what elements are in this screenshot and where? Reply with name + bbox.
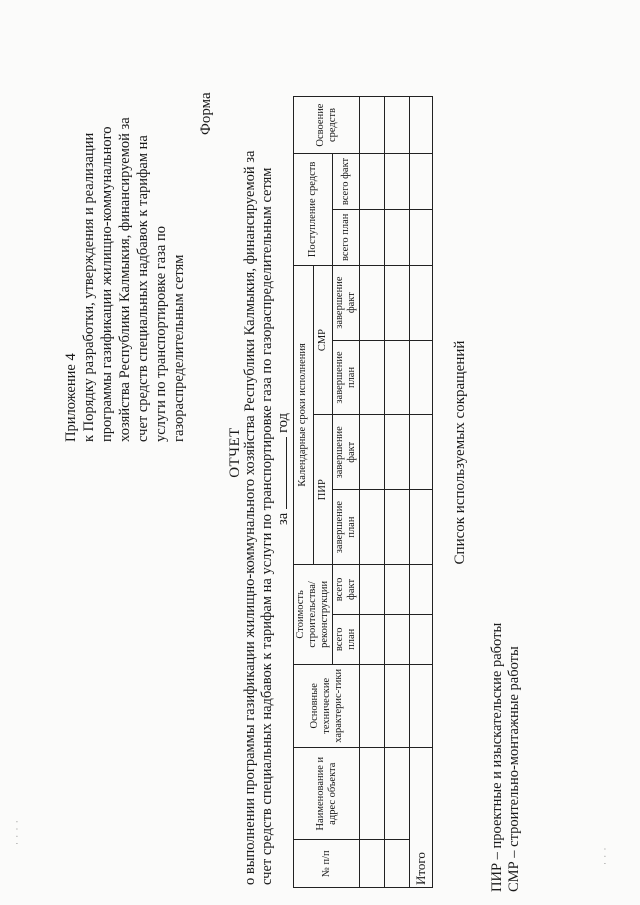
header-pir-end-plan: завершение план: [333, 490, 360, 565]
abbreviation-item: СМР – строительно-монтажные работы: [506, 646, 522, 892]
header-specs: Основные технические характерис-тики: [294, 664, 360, 747]
year-prefix: за: [275, 512, 291, 525]
table-row: [385, 97, 410, 888]
header-cost-fact: всего факт: [333, 565, 360, 615]
header-usage: Освоение средств: [294, 97, 360, 154]
header-receipt-plan: всего план: [333, 209, 360, 265]
header-smr-end-plan: завершение план: [333, 340, 360, 415]
report-year-line: [274, 413, 292, 525]
report-subtitle: [242, 5, 276, 885]
abbreviation-item: ПИР – проектные и изыскательские работы: [489, 622, 505, 892]
report-table: [293, 96, 433, 888]
report-title: ОТЧЕТ: [227, 427, 243, 478]
appendix-header: [62, 22, 188, 442]
header-pir: ПИР: [313, 415, 333, 565]
appendix-line: программы газификации жилищно-коммунального: [99, 126, 115, 442]
header-row-1: [294, 97, 314, 888]
scan-noise: · · ·: [600, 846, 610, 865]
header-receipt-fact: всего факт: [333, 154, 360, 210]
abbreviations-list: [489, 623, 523, 892]
subtitle-line: счет средств специальных надбавок к тарифам на услуги по транспортировке газа по газораспределительным сетям: [259, 167, 275, 885]
header-pir-end-fact: завершение факт: [333, 415, 360, 490]
appendix-line: Приложение 4: [63, 353, 79, 442]
appendix-line: хозяйства Республики Калмыкия, финансируемой за: [117, 117, 133, 442]
header-smr: СМР: [313, 265, 333, 415]
year-blank-field: [274, 437, 287, 509]
total-label: Итого: [410, 747, 433, 887]
total-row: [410, 97, 433, 888]
year-suffix: год: [275, 413, 291, 433]
scan-noise: · · · ·: [12, 819, 22, 845]
header-calendar: Календарные сроки исполнения: [294, 265, 314, 564]
appendix-line: газораспределительным сетям: [171, 254, 187, 442]
appendix-line: счет средств специальных надбавок к тарифам на: [135, 135, 151, 442]
header-receipt: Поступление средств: [294, 154, 333, 266]
appendix-line: к Порядку разработки, утверждения и реализации: [81, 132, 97, 442]
table-row: [360, 97, 385, 888]
header-smr-end-fact: завершение факт: [333, 265, 360, 340]
subtitle-line: о выполнении программы газификации жилищно-коммунального хозяйства Республики Калмыкия, финансируемой за: [242, 150, 258, 885]
appendix-line: услуги по транспортировке газа по: [153, 226, 169, 442]
abbreviations-title: Список используемых сокращений: [452, 340, 468, 565]
header-cost: Стоимость строительства/ реконструкции: [294, 565, 333, 665]
form-label: Форма: [198, 92, 214, 135]
header-cost-plan: всего план: [333, 614, 360, 664]
header-name: Наименование и адрес объекта: [294, 747, 360, 840]
header-num: № п/п: [294, 840, 360, 888]
